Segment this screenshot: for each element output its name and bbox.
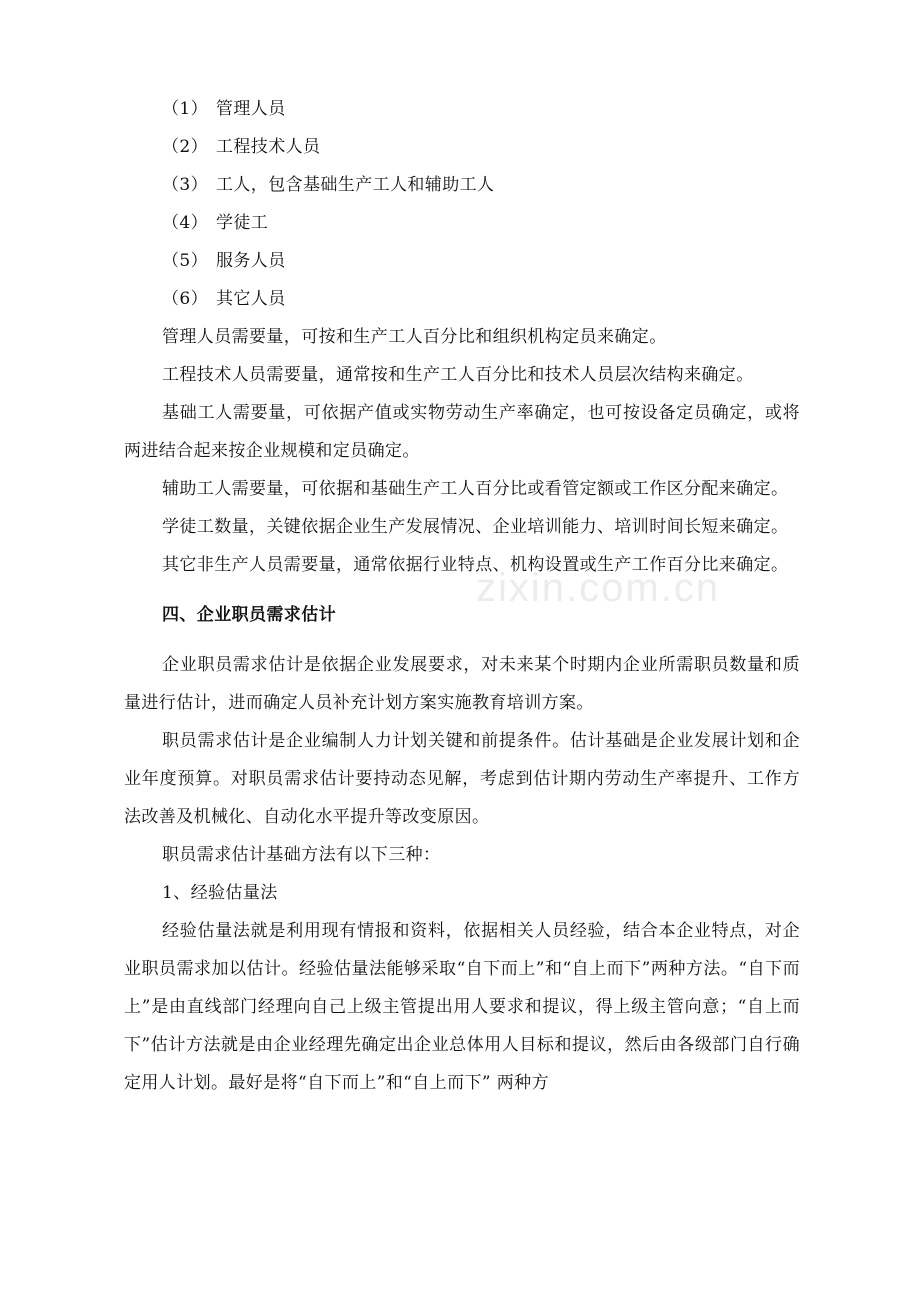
list-item-number: （5）	[162, 251, 209, 271]
paragraph: 经验估量法就是利用现有情报和资料，依据相关人员经验，结合本企业特点，对企业职员需求加以估计。经验估量法能够采取“自下而上”和“自上而下”两种方法。“自下而上”是由直线部门经理向自己上级主管提出用人要求和提议，得上级主管向意；“自上而下”估计方法就是由企业经理先确定出企业总体用人目标和提议，然后由各级部门自行确定用人计划。最好是将“自下而上”和“自上而下” 两种方	[124, 921, 800, 1093]
paragraph: 其它非生产人员需要量，通常依据行业特点、机构设置或生产工作百分比来确定。	[162, 555, 789, 575]
list-item-text: 学徒工	[216, 213, 269, 233]
paragraph: 学徒工数量，关键依据企业生产发展情况、企业培训能力、培训时间长短来确定。	[162, 517, 789, 537]
list-item	[124, 166, 800, 204]
list-item-text: 其它人员	[216, 289, 286, 309]
list-item	[124, 90, 800, 128]
paragraph: 职员需求估计基础方法有以下三种：	[162, 845, 441, 865]
list-item	[124, 128, 800, 166]
subheading: 1、经验估量法	[162, 883, 278, 903]
list-item	[124, 242, 800, 280]
section-heading: 四、企业职员需求估计	[162, 605, 336, 625]
list-item-number: （4）	[162, 213, 209, 233]
list-item	[124, 280, 800, 318]
list-item	[124, 204, 800, 242]
watermark: zixin.com.cn	[476, 566, 721, 610]
paragraph: 基础工人需要量，可依据产值或实物劳动生产率确定，也可按设备定员确定，或将两进结合起来按企业规模和定员确定。	[124, 403, 800, 461]
paragraph: 职员需求估计是企业编制人力计划关键和前提条件。估计基础是企业发展计划和企业年度预算。对职员需求估计要持动态见解，考虑到估计期内劳动生产率提升、工作方法改善及机械化、自动化水平提升等改变原因。	[124, 731, 800, 827]
paragraph: 工程技术人员需要量，通常按和生产工人百分比和技术人员层次结构来确定。	[162, 365, 754, 385]
paragraph: 管理人员需要量，可按和生产工人百分比和组织机构定员来确定。	[162, 327, 667, 347]
list-item-text: 服务人员	[216, 251, 286, 271]
document-content	[124, 90, 800, 1102]
list-item-number: （2）	[162, 137, 209, 157]
list-item-text: 工程技术人员	[216, 137, 321, 157]
paragraph: 企业职员需求估计是依据企业发展要求，对未来某个时期内企业所需职员数量和质量进行估计，进而确定人员补充计划方案实施教育培训方案。	[124, 655, 800, 713]
paragraph: 辅助工人需要量，可依据和基础生产工人百分比或看管定额或工作区分配来确定。	[162, 479, 789, 499]
list-item-number: （1）	[162, 99, 209, 119]
list-item-number: （6）	[162, 289, 209, 309]
list-item-number: （3）	[162, 175, 209, 195]
list-item-text: 工人，包含基础生产工人和辅助工人	[216, 175, 495, 195]
list-item-text: 管理人员	[216, 99, 286, 119]
